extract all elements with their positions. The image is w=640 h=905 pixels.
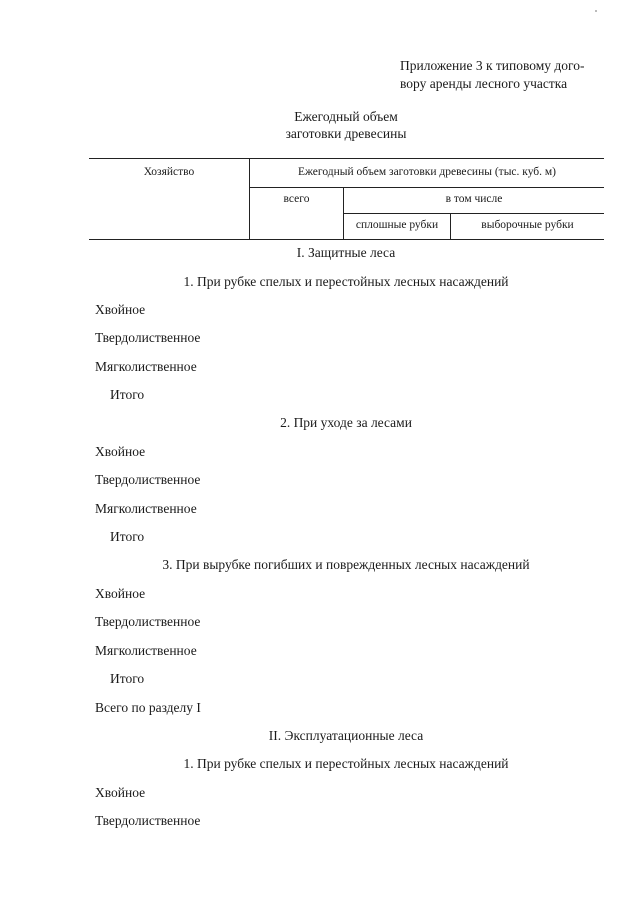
table-divider-volume [249, 187, 604, 188]
list-item: Твердолиственное [95, 330, 201, 345]
subsection-title: 3. При вырубке погибших и поврежденных лесных насаждений [162, 557, 530, 572]
subtotal-row: Итого [110, 671, 145, 686]
section-total-row: Всего по разделу I [95, 700, 201, 715]
table-divider-including [343, 213, 604, 214]
subtotal-row: Итого [110, 529, 145, 544]
subsection-title: 2. При уходе за лесами [280, 415, 412, 430]
header-total: всего [283, 193, 310, 205]
document-title-line-2: заготовки древесины [285, 126, 407, 141]
list-item: Мягколиственное [95, 359, 197, 374]
list-item: Твердолиственное [95, 813, 201, 828]
subtotal-row: Итого [110, 387, 145, 402]
section-title: I. Защитные леса [296, 245, 396, 260]
header-including: в том числе [445, 193, 503, 205]
list-item: Хвойное [95, 444, 146, 459]
subsection-title: 1. При рубке спелых и перестойных лесных насаждений [183, 756, 509, 771]
appendix-line-1: Приложение 3 к типовому дого- [400, 58, 585, 73]
header-annual-volume: Ежегодный объем заготовки древесины (тыс. куб. м) [297, 166, 557, 178]
header-farm: Хозяйство [143, 166, 195, 178]
section-title: II. Эксплуатационные леса [268, 728, 424, 743]
appendix-line-2: вору аренды лесного участка [400, 76, 568, 91]
volume-table-header [89, 158, 604, 240]
table-bottom-border [89, 239, 604, 240]
table-top-border [89, 158, 604, 159]
list-item: Хвойное [95, 302, 146, 317]
list-item: Твердолиственное [95, 614, 201, 629]
list-item: Хвойное [95, 785, 146, 800]
header-selective-cut: выборочные рубки [481, 219, 574, 231]
list-item: Хвойное [95, 586, 146, 601]
subsection-title: 1. При рубке спелых и перестойных лесных насаждений [183, 274, 509, 289]
list-item: Твердолиственное [95, 472, 201, 487]
scan-speck [595, 10, 597, 12]
list-item: Мягколиственное [95, 643, 197, 658]
header-clear-cut: сплошные рубки [355, 219, 439, 231]
list-item: Мягколиственное [95, 501, 197, 516]
document-title-line-1: Ежегодный объем [294, 109, 398, 124]
